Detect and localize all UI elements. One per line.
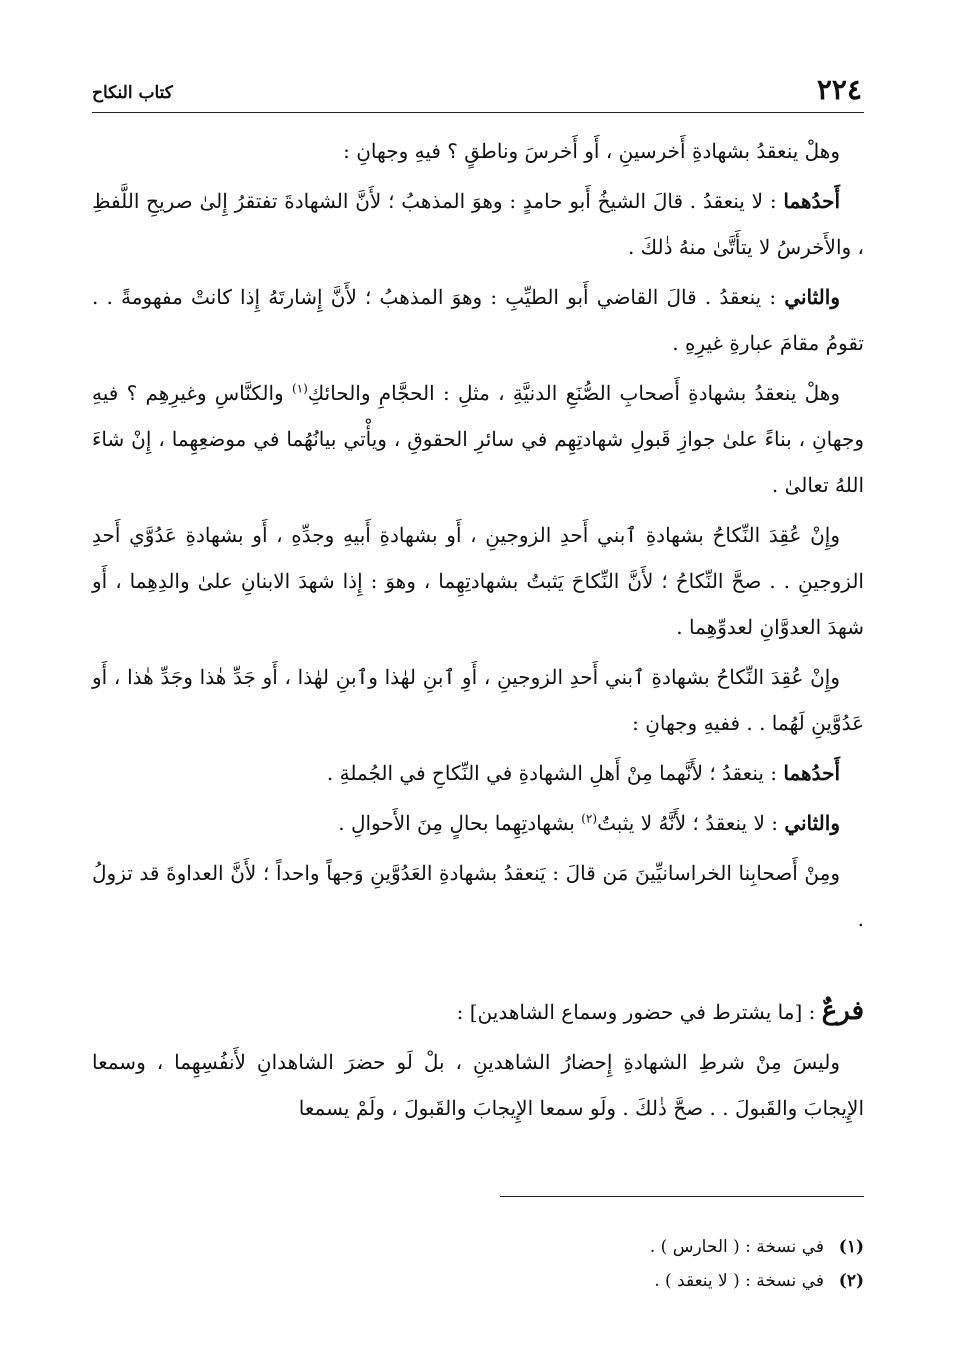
footnote (92, 1264, 864, 1298)
paragraph-text: وهلْ ينعقدُ بشهادةِ أَخرسينِ ، أَو أَخرسَ وناطقٍ ؟ فيهِ وجهانِ : (343, 139, 840, 163)
paragraph (92, 178, 864, 270)
paragraph-lead: والثاني (784, 811, 840, 835)
footnote (92, 1230, 864, 1264)
branch-heading (92, 988, 864, 1035)
paragraph (92, 274, 864, 366)
paragraph (92, 654, 864, 746)
page-header (92, 72, 864, 113)
paragraph-lead: أَحدُهما (783, 761, 840, 785)
paragraph-lead: والثاني (784, 285, 840, 309)
footnotes (92, 1230, 864, 1298)
paragraph-text: ومِنْ أَصحابِنا الخراسانيِّينَ مَن قالَ : يَنعقدُ بشهادةِ العَدُوَّينِ وَجهاً واحداً ؛ لأَنَّ العداوةَ قد تزولُ . (92, 861, 864, 931)
paragraph-text: وإِنْ عُقِدَ النِّكاحُ بشهادةِ ٱبني أَحدِ الزوجينِ ، أَوِ ٱبنِ لهٰذا وٱبنِ لهٰذا ، أَو جَدِّ هٰذا وجَدِّ هٰذا ، أَو عَدُوَّينِ لَهُما . . ففيهِ وجهانِ : (92, 665, 864, 735)
paragraph (92, 750, 864, 796)
footnote-number: (٢) (838, 1271, 864, 1291)
paragraph (92, 370, 864, 508)
paragraph (92, 128, 864, 174)
paragraph (92, 1039, 864, 1131)
running-title: كتاب النكاح (92, 83, 173, 103)
footnote-marker: (١) (291, 381, 308, 396)
paragraph-text-tail: والكنَّاسِ وغيرِهِم ؟ فيهِ وجهانِ ، بناءً علىٰ جوازِ قَبولِ شهادتِهِم في سائرِ الحقوقِ ، ويأْتي بيانُهُما في موضعِهِما ، إِنْ شاءَ اللهُ تعالىٰ . (92, 381, 864, 497)
paragraph-lead: أَحدُهما (783, 189, 840, 213)
footnote-text: في نسخة : ( لا ينعقد ) . (654, 1271, 824, 1291)
paragraph-text: : ينعقدُ . قالَ القاضي أَبو الطيِّبِ : وهوَ المذهبُ ؛ لأَنَّ إِشارتَهُ إِذا كانتْ مفهومةً . . تقومُ مقامَ عبارةِ غيرِهِ . (92, 285, 864, 355)
paragraph (92, 850, 864, 942)
paragraph-text: : لا ينعقدُ ؛ لأَنَّهُ لا يثبتُ (597, 811, 785, 835)
paragraph-text: وإِنْ عُقِدَ النِّكاحُ بشهادةِ ٱبني أَحدِ الزوجينِ ، أَو بشهادةِ أَبيهِ وجدِّهِ ، أَو بشهادةِ عَدُوَّي أَحدِ الزوجينِ . . صحَّ النِّكاحُ ؛ لأَنَّ النِّكاحَ يَثبتُ بشهادتِهِما ، وهوَ : إِذا شهدَ الابنانِ علىٰ والدِهِما ، أَو شهدَ العدوَّانِ لعدوِّهِما . (92, 523, 864, 639)
main-text (92, 128, 864, 1135)
footnote-marker: (٢) (581, 811, 598, 826)
paragraph (92, 800, 864, 846)
paragraph (92, 512, 864, 650)
branch-title: : [ما يشترط في حضور وسماع الشاهدين] : (456, 1000, 822, 1024)
footnote-text: في نسخة : ( الحارس ) . (649, 1237, 824, 1257)
paragraph-text: وهلْ ينعقدُ بشهادةِ أَصحابِ الصُّنَعِ الدنيَّةِ ، مثلِ : الحجَّامِ والحائكِ (307, 381, 841, 405)
paragraph-text: : ينعقدُ ؛ لأَنَّهما مِنْ أَهلِ الشهادةِ في النِّكاحِ في الجُملةِ . (326, 761, 784, 785)
paragraph-text: : لا ينعقدُ . قالَ الشيخُ أَبو حامدٍ : وهوَ المذهبُ ؛ لأَنَّ الشهادةَ تفتقرُ إِلىٰ صريحِ اللَّفظِ ، والأَخرسُ لا يتأَتَّىٰ منهُ ذٰلكَ . (92, 189, 864, 259)
page-number: ٢٢٤ (816, 73, 862, 106)
footnote-divider (500, 1196, 864, 1197)
section-gap (92, 946, 864, 988)
paragraph-text: وليسَ مِنْ شرطِ الشهادةِ إِحضارُ الشاهدينِ ، بلْ لَو حضرَ الشاهدانِ لأَنفُسِهِما ، وسمعا الإِيجابَ والقَبولَ . . صحَّ ذٰلكَ . ولَو سمعا الإِيجابَ والقَبولَ ، ولَمْ يسمعا (92, 1050, 864, 1120)
paragraph-text-tail: بشهادتِهِما بحالٍ مِنَ الأَحوالِ . (338, 811, 582, 835)
branch-label: فرعٌ (821, 996, 864, 1026)
footnote-number: (١) (838, 1237, 864, 1257)
